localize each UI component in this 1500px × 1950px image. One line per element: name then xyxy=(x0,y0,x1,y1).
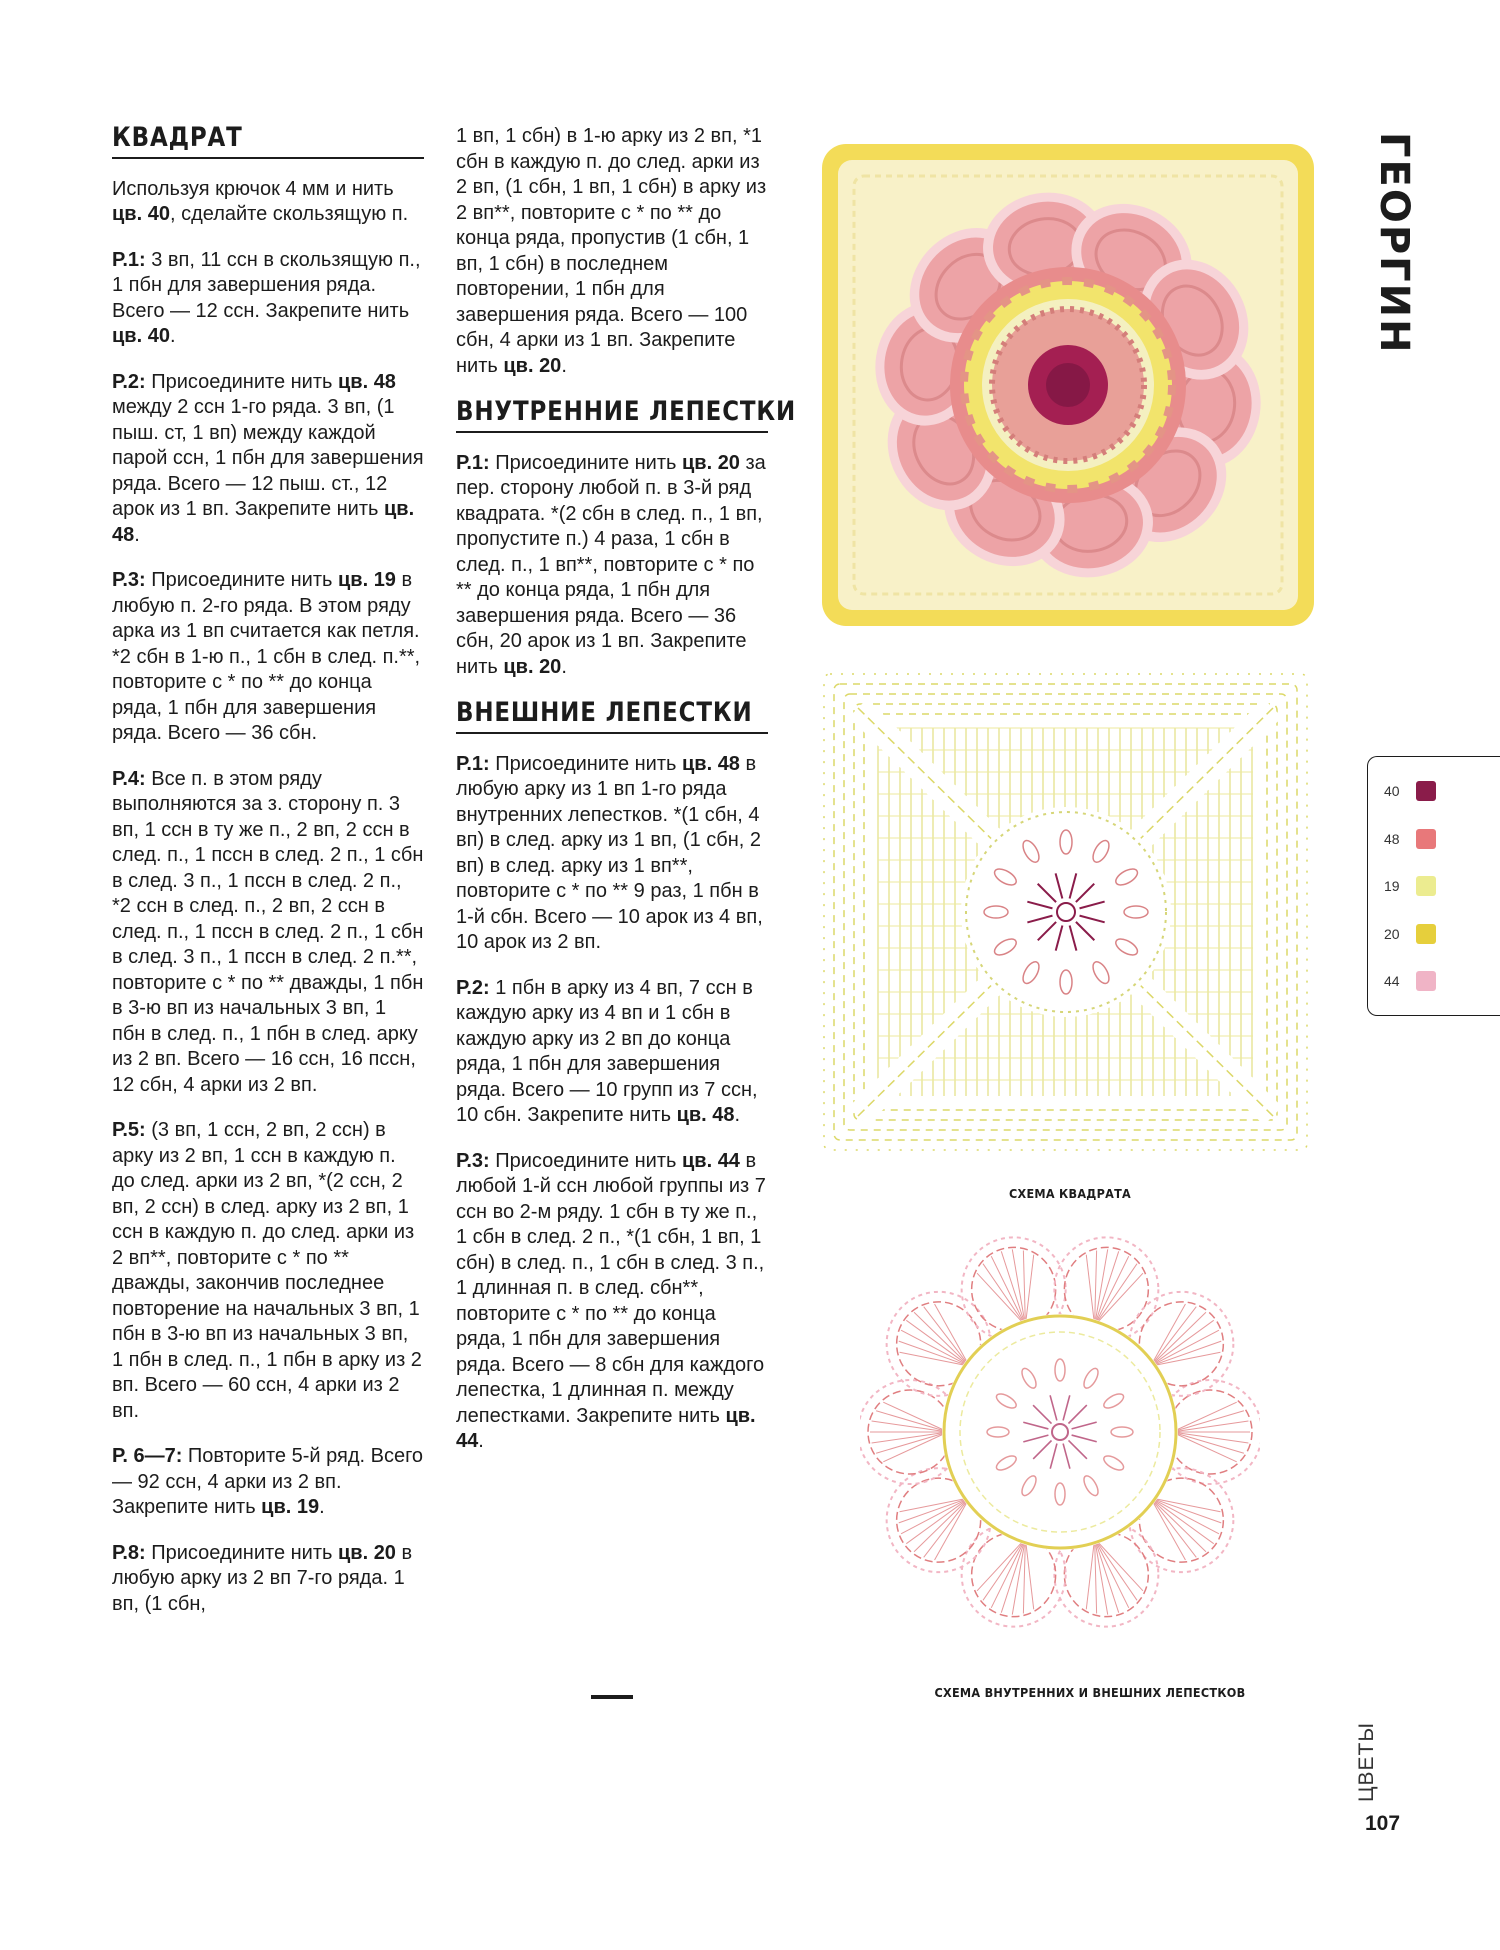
row-label: Р.3: xyxy=(112,569,146,591)
petals-chart-dc xyxy=(1095,1539,1137,1601)
petals-chart-dc xyxy=(899,1341,970,1366)
petals-chart-dc xyxy=(1151,1320,1214,1366)
heading-square: КВАДРАТ xyxy=(112,122,243,153)
caption-petals-chart: СХЕМА ВНУТРЕННИХ И ВНЕШНИХ ЛЕПЕСТКОВ xyxy=(934,1685,1246,1700)
row-instruction: Р.2: 1 пбн в арку из 4 вп, 7 ссн в каждую арку из 4 вп и 1 сбн в каждую арку из 2 вп до конца ряда, 1 пбн для завершения ряда. Всего — 10 групп из 7 ссн, 10 сбн. Закрепите нить цв. 48. xyxy=(456,976,758,1126)
row-instruction: Р.2: Присоедините нить цв. 48 между 2 ссн 1-го ряда. 3 вп, (1 пыш. ст, 1 вп) между каждой парой ссн, 1 пбн для завершения ряда. Всего — 12 пыш. ст., 12 арок из 1 вп. Закрепите нить цв. 48. xyxy=(112,370,424,546)
petals-chart-dc xyxy=(1095,1264,1137,1326)
petals-chart-dc xyxy=(991,1539,1025,1608)
petals-chart-dc xyxy=(1025,1255,1033,1326)
side-title: ГЕОРГИН xyxy=(1371,132,1417,355)
legend-number: 20 xyxy=(1384,925,1400,942)
legend-swatch xyxy=(1416,876,1436,896)
intro-paragraph: Используя крючок 4 мм и нить цв. 40, сделайте скользящую п. xyxy=(112,177,409,225)
end-dash xyxy=(591,1695,633,1699)
legend-number: 19 xyxy=(1384,878,1400,894)
legend-item xyxy=(1384,780,1436,802)
petals-chart-dc xyxy=(1151,1498,1214,1544)
petals-chart-dc xyxy=(1151,1352,1221,1366)
petals-chart-dc xyxy=(906,1320,969,1366)
petals-chart-dc xyxy=(900,1498,970,1512)
heading-outer-petals: ВНЕШНИЕ ЛЕПЕСТКИ xyxy=(456,697,753,728)
row-label: Р.1: xyxy=(112,248,146,271)
petals-chart-dc xyxy=(906,1498,969,1544)
petals-chart-dc xyxy=(1151,1312,1206,1366)
heading-rule xyxy=(456,732,768,734)
row-label: Р.5: xyxy=(112,1119,146,1141)
petals-chart-dc xyxy=(876,1432,948,1453)
row-instruction: Р.1: Присоедините нить цв. 20 за пер. сторону любой п. в 3-й ряд квадрата. *(2 сбн в след. п., 1 вп, пропустите п.) 4 раза, 1 сбн в след. п., 1 вп**, повторите с * по ** до конца ряда, 1 пбн для завершения ряда. Всего — 36 сбн, 20 арок из 1 вп. Закрепите нить цв. 20. xyxy=(456,451,766,678)
petals-chart-dc xyxy=(983,1539,1025,1601)
left-rows xyxy=(112,248,424,1618)
section-label: ЦВЕТЫ xyxy=(1355,1722,1378,1802)
row-label: Р.3: xyxy=(456,1149,490,1172)
petals-chart-dc xyxy=(1151,1498,1222,1523)
petals-chart-dc xyxy=(1151,1498,1197,1557)
petals-chart-dc xyxy=(983,1264,1025,1326)
color-legend xyxy=(1367,756,1500,1016)
petals-chart-dc xyxy=(1095,1539,1129,1608)
square-chart xyxy=(818,668,1313,1156)
row-instruction: Р.3: Присоедините нить цв. 19 в любую п. 2-го ряда. В этом ряду арка из 1 вп считается как петля. *2 сбн в 1-ю п., 1 сбн в след. п.**, повторите с * по ** до конца ряда, 1 пбн для завершения ряда. Всего — 36 сбн. xyxy=(112,569,421,744)
row-label: Р.8: xyxy=(112,1541,146,1564)
petals-chart-dc xyxy=(1086,1539,1094,1610)
legend-swatch xyxy=(1416,924,1436,944)
row-instruction: Р.3: Присоедините нить цв. 44 в любой 1-й ссн любой группы из 7 ссн во 2-м ряду. 1 сбн в ту же п., 1 сбн в след. 2 п., *(1 сбн, 1 вп, 1 сбн) в след. п., 1 сбн в след. 3 п., 1 длинная п. в след. сбн**, повторите с * по ** до конца ряда, 1 пбн для завершения ряда. Всего — 8 сбн для каждого лепестка, 1 длинная п. между лепестками. Закрепите нить цв. 44. xyxy=(456,1149,766,1452)
row-instruction: Р.5: (3 вп, 1 ссн, 2 вп, 2 ссн) в арку из 2 вп, 1 ссн в каждую п. до след. арки из 2 вп, *(2 ссн, 2 вп, 2 ссн) в след. арку из 2 вп, 1 ссн в каждую п. до след. арки из 2 вп**, повторите с * по ** дважды, закончив последнее повторение на начальных 3 вп, 1 пбн в 3-ю вп из начальных 3 вп, 1 пбн в след. п., 1 пбн в арку из 2 вп. Всего — 60 ссн, 4 арки из 2 вп. xyxy=(112,1119,422,1422)
petals-chart-dc xyxy=(1025,1539,1033,1610)
row-instruction: Р.8: Присоедините нить цв. 20 в любую арку из 2 вп 7-го ряда. 1 вп, (1 сбн, xyxy=(112,1541,413,1615)
heading-rule xyxy=(112,157,424,159)
row-instruction: Р.1: Присоедините нить цв. 48 в любую арку из 1 вп 1-го ряда внутренних лепестков. *(1 сбн, 4 вп) в след. арку из 1 вп, (1 сбн, 2 вп) в след. арку из 1 вп**, повторите с * по ** 9 раз, 1 пбн в 1-й сбн. Всего — 10 арок из 4 вп, 10 арок из 2 вп. xyxy=(456,752,763,953)
row-instruction: Р. 6—7: Повторите 5-й ряд. Всего — 92 ссн, 4 арки из 2 вп. Закрепите нить цв. 19. xyxy=(112,1445,424,1518)
row-label: Р.2: xyxy=(112,370,146,393)
petals-chart-dc xyxy=(1001,1539,1025,1613)
row-label: Р.2: xyxy=(456,976,490,999)
inner-petals-rows xyxy=(456,451,768,681)
petals-chart-dc xyxy=(899,1498,970,1523)
caption-square-chart: СХЕМА КВАДРАТА xyxy=(1008,1186,1132,1201)
legend-number: 40 xyxy=(1384,783,1400,799)
outer-petals-rows xyxy=(456,752,768,1455)
right-column xyxy=(456,124,797,1475)
legend-number: 44 xyxy=(1384,973,1400,989)
row-label: Р.1: xyxy=(456,752,490,775)
square-chart-center-bg xyxy=(961,807,1171,1017)
legend-item xyxy=(1384,970,1436,992)
photo-core-dark xyxy=(1046,363,1090,407)
petals-chart-dc xyxy=(1151,1341,1222,1366)
petals-chart-dc xyxy=(1172,1411,1244,1432)
petals-chart-dc xyxy=(914,1498,969,1552)
legend-item xyxy=(1384,923,1436,945)
petals-chart-dc xyxy=(924,1307,970,1366)
heading-rule xyxy=(456,431,768,433)
petals-chart-dc xyxy=(1001,1251,1025,1325)
left-column xyxy=(112,122,424,1637)
legend-swatch xyxy=(1416,971,1436,991)
petals-chart-dc xyxy=(1095,1539,1119,1613)
legend-swatch xyxy=(1416,781,1436,801)
row-label: Р. 6—7: xyxy=(112,1445,183,1467)
legend-number: 48 xyxy=(1384,830,1400,847)
petals-chart-dc xyxy=(900,1352,970,1366)
petals-chart-dc xyxy=(991,1256,1025,1325)
page-number: 107 xyxy=(1365,1812,1401,1835)
legend-item xyxy=(1384,875,1436,897)
continuation-paragraph: 1 вп, 1 сбн) в 1-ю арку из 2 вп, *1 сбн в каждую п. до след. арки из 2 вп, (1 сбн, 1 вп, 1 сбн) в арку из 2 вп**, повторите с * по ** до конца ряда, пропустив (1 сбн, 1 вп, 1 сбн) в последнем повторении, 1 пбн для завершения ряда. Всего — 100 сбн, 4 арки из 1 вп. Закрепите нить цв. 20. xyxy=(456,125,767,377)
petals-chart-dc xyxy=(1095,1251,1119,1325)
petals-chart xyxy=(860,1235,1260,1630)
petals-chart-dc xyxy=(1172,1432,1244,1453)
row-label: Р.4: xyxy=(112,767,146,790)
petals-chart-dc xyxy=(1151,1498,1221,1512)
petals-chart-dc xyxy=(914,1312,969,1366)
row-instruction: Р.1: 3 вп, 11 ссн в скользящую п., 1 пбн для завершения ряда. Всего — 12 ссн. Закрепите нить цв. 40. xyxy=(112,248,421,347)
petals-chart-dc xyxy=(1086,1255,1094,1326)
petals-chart-dc xyxy=(1151,1498,1206,1552)
petals-chart-dc xyxy=(924,1498,970,1557)
petals-chart-dc xyxy=(1151,1307,1197,1366)
petals-chart-dc xyxy=(876,1411,948,1432)
heading-inner-petals: ВНУТРЕННИЕ ЛЕПЕСТКИ xyxy=(456,396,797,427)
crochet-square-photo xyxy=(818,140,1318,630)
row-label: Р.1: xyxy=(456,451,490,474)
petals-chart-dc xyxy=(1095,1256,1129,1325)
legend-swatch xyxy=(1416,829,1436,849)
legend-item xyxy=(1384,828,1436,850)
row-instruction: Р.4: Все п. в этом ряду выполняются за з. сторону п. 3 вп, 1 ссн в ту же п., 2 вп, 2 ссн в след. п., 1 пссн в след. 2 п., 1 сбн в след. 3 п., 1 пссн в след. 2 п., *2 ссн в след. п., 2 вп, 2 ссн в след. п., 1 пссн в след. 2 п., 1 сбн в след. 3 п., 1 пссн в след. 2 п.**, повторите с * по ** дважды, 1 пбн в 3-ю вп из начальных 3 вп, 1 пбн в след. п., 1 пбн в след. арку из 2 вп. Всего — 16 ссн, 16 пссн, 12 сбн, 4 арки из 2 вп. xyxy=(112,767,424,1096)
